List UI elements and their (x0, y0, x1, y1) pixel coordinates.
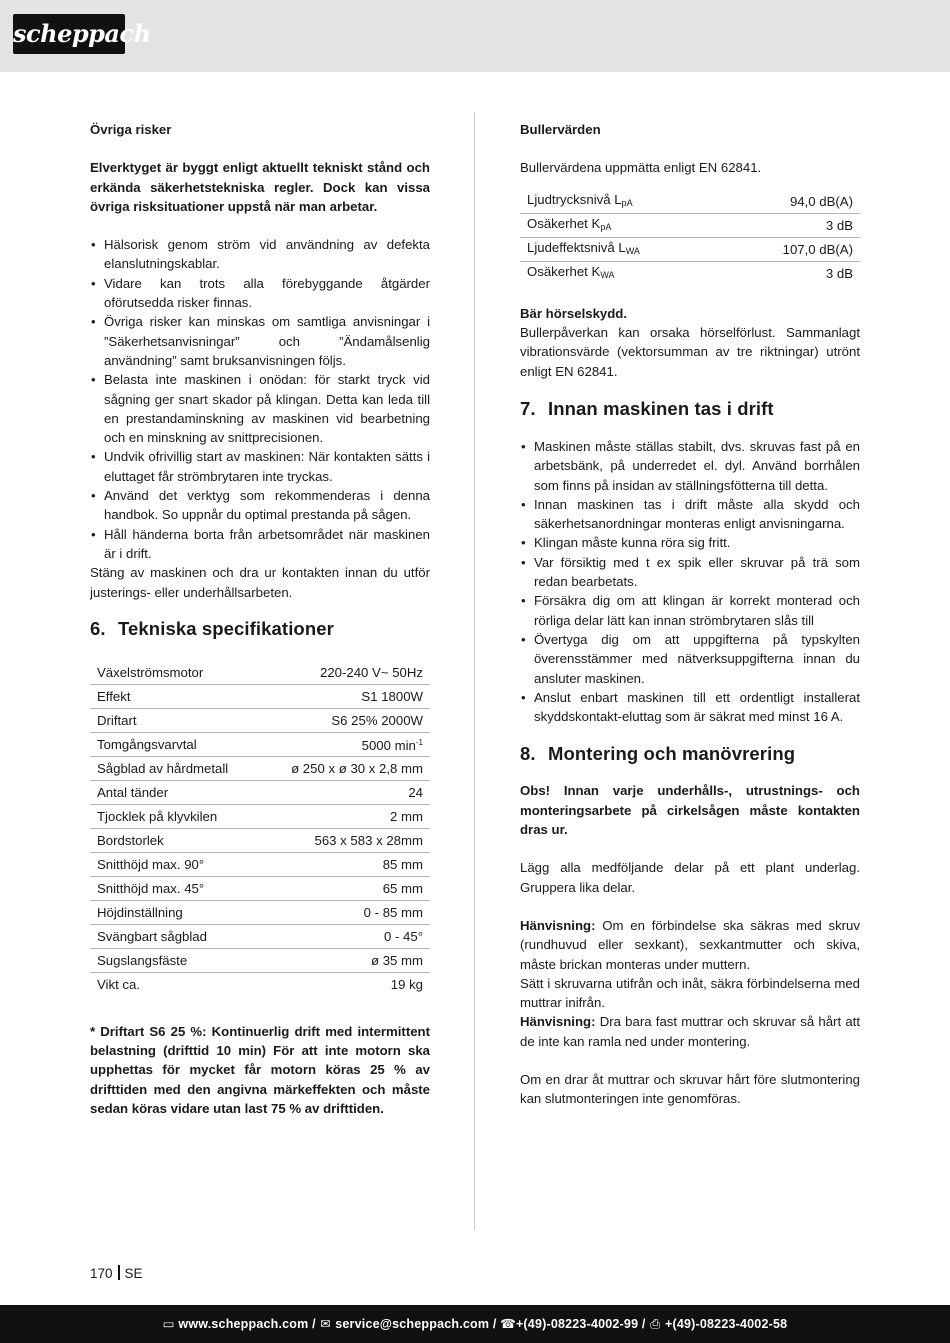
spec-label: Tjocklek på klyvkilen (90, 804, 259, 828)
table-row (90, 732, 430, 756)
footer-email-link[interactable]: service@scheppach.com (335, 1317, 490, 1331)
scheppach-logo: scheppach (13, 14, 125, 54)
footer-bar (0, 1305, 950, 1343)
list-item: • Anslut enbart maskinen till ett ordentligt installerat skyddskontakt-eluttag som är säkrat med minst 16 A. (520, 688, 860, 727)
table-row (90, 780, 430, 804)
satt-text: Sätt i skruvarna utifrån och inåt, säkra förbindelserna med muttrar inifrån. (520, 975, 860, 1011)
spec-label: Snitthöjd max. 90° (90, 852, 259, 876)
section-title: Innan maskinen tas i drift (548, 397, 774, 419)
spec-value: 0 - 45° (259, 924, 430, 948)
spec-value (259, 732, 430, 756)
buller-intro: Bullervärdena uppmätta enligt EN 62841. (520, 160, 762, 176)
noise-label (520, 238, 724, 262)
spec-value: 65 mm (259, 876, 430, 900)
noise-value: 94,0 dB(A) (724, 190, 860, 214)
noise-label-sub: pA (621, 197, 633, 208)
page-separator (118, 1265, 120, 1280)
spec-value: ø 250 x ø 30 x 2,8 mm (259, 756, 430, 780)
list-item: • Innan maskinen tas i drift måste alla skydd och säkerhetsanordningar monteras enligt anvisningarna. (520, 495, 860, 534)
noise-value: 3 dB (825, 266, 853, 282)
mail-icon: ✉ (320, 1317, 331, 1331)
spec-label: Driftart (90, 708, 259, 732)
table-row (520, 262, 860, 286)
spec-label: Vikt ca. (97, 976, 141, 992)
noise-value: 107,0 dB(A) (724, 238, 860, 262)
page-language: SE (124, 1266, 143, 1281)
section-7-heading (520, 397, 860, 421)
obs-warning: Obs! Innan varje underhålls-, utrustnings- och monteringsarbete på cirkelsågen måste kontakten dras ur. (520, 783, 860, 838)
noise-label-text: Osäkerhet K (527, 215, 601, 231)
footer-separator: / (312, 1317, 316, 1331)
spec-value: 2 mm (259, 804, 430, 828)
section-number: 6. (90, 617, 106, 639)
hanvisning-1 (520, 916, 860, 974)
table-row (90, 972, 430, 996)
noise-label (520, 262, 724, 286)
table-row (90, 852, 430, 876)
section-8-heading (520, 742, 860, 766)
section-title: Tekniska specifikationer (118, 617, 334, 639)
spec-value-text: 5000 min (361, 738, 416, 754)
phone-icon: ☎ (500, 1317, 517, 1331)
table-row (90, 804, 430, 828)
list-item: • Använd det verktyg som rekommenderas i denna handbok. So uppnår du optimal prestanda på sågen. (90, 486, 430, 525)
list-item: • Försäkra dig om att klingan är korrekt monterad och rörliga delar lätt kan innan strömbrytaren slås till (520, 591, 860, 630)
noise-label (520, 213, 724, 237)
table-row (90, 924, 430, 948)
spec-value-sup: -1 (415, 738, 423, 748)
spec-table (90, 661, 430, 996)
table-row (520, 238, 860, 262)
section-6-heading (90, 617, 430, 641)
list-item: • Övriga risker kan minskas om samtliga anvisningar i ”Säkerhetsanvisningar” och ”Ändamålsenlig användning” samt bruksanvisningen följs. (90, 312, 430, 370)
spec-label: Växelströmsmotor (90, 661, 259, 685)
noise-value: 3 dB (724, 213, 860, 237)
closing-text: Stäng av maskinen och dra ur kontakten innan du utför justerings- eller underhållsarbeten. (90, 565, 430, 600)
noise-table (520, 190, 860, 286)
spec-value: 85 mm (259, 852, 430, 876)
table-row (90, 756, 430, 780)
list-item: • Maskinen måste ställas stabilt, dvs. skruvas fast på en arbetsbänk, på underredet el. dyl. Använd borrhålen som finns på insidan av ställningsfötterna till detta. (520, 437, 860, 495)
spec-value: 220-240 V~ 50Hz (259, 661, 430, 685)
list-item: • Undvik ofrivillig start av maskinen: När kontakten sätts i eluttaget får strömbrytaren inte tryckas. (90, 447, 430, 486)
risk-list (90, 235, 430, 563)
section-number: 8. (520, 743, 536, 765)
buller-heading: Bullervärden (520, 122, 601, 137)
footer-separator: / (641, 1317, 646, 1331)
spec-label: Bordstorlek (90, 828, 259, 852)
ovriga-intro: Elverktyget är byggt enligt aktuellt tekniskt stånd och erkända säkerhetstekniska regler. Dock kan vissa övriga risksituationer uppstå när man arbetar. (90, 160, 430, 214)
noise-label-sub: WA (600, 270, 615, 281)
table-row (90, 661, 430, 685)
table-row (520, 190, 860, 214)
table-row (90, 684, 430, 708)
startup-list (520, 437, 860, 726)
spec-value: 563 x 583 x 28mm (259, 828, 430, 852)
hearing-text: Bullerpåverkan kan orsaka hörselförlust. Sammanlagt vibrationsvärde (vektorsumman av tre riktningar) utrönt enligt EN 62841. (520, 325, 860, 379)
spec-label: Antal tänder (90, 780, 259, 804)
list-item: • Belasta inte maskinen i onödan: för starkt tryck vid sågning ger snart skador på klingan. Detta kan leda till en prestandaminskning av maskinen vid bearbetning och en minskning av snittprecisionen. (90, 370, 430, 447)
page-number-value: 170 (90, 1266, 113, 1281)
spec-value: ø 35 mm (259, 948, 430, 972)
table-row (90, 948, 430, 972)
left-column (90, 120, 430, 1118)
list-item: • Var försiktig med t ex spik eller skruvar på trä som redan bearbetats. (520, 553, 860, 592)
spec-label: Sågblad av hårdmetall (90, 756, 259, 780)
noise-label-text: Ljudtrycksnivå L (527, 191, 622, 207)
spec-label: Snitthöjd max. 45° (90, 876, 259, 900)
spec-label: Tomgångsvarvtal (90, 732, 259, 756)
hanvisning-2 (520, 1012, 860, 1051)
noise-label-text: Ljudeffektsnivå L (527, 240, 626, 256)
table-row (90, 708, 430, 732)
ovriga-heading: Övriga risker (90, 122, 172, 137)
noise-label-text: Osäkerhet K (527, 264, 601, 280)
column-divider (474, 112, 475, 1230)
table-row (90, 876, 430, 900)
table-row (90, 900, 430, 924)
table-row (520, 213, 860, 237)
list-item: • Vidare kan trots alla förebyggande åtgärder oförutsedda risker finnas. (90, 274, 430, 313)
spec-value: S6 25% 2000W (259, 708, 430, 732)
footer-phone: +(49)-08223-4002-99 (515, 1317, 639, 1331)
hearing-protection: Bär hörselskydd. (520, 305, 628, 321)
spec-label: Svängbart sågblad (90, 924, 259, 948)
driftart-note: * Driftart S6 25 %: Kontinuerlig drift med intermittent belastning (drifttid 10 min) För att inte motorn ska upphettas för mycket får motorn köras 25 % av drifttiden med den angivna märkeffekten och måste sedan köras vidare utan last 75 % av drifttiden. (90, 1023, 430, 1117)
hanvisning-text: Dra bara fast muttrar och skruvar så hårt att de inte kan ramla ned under montering. (520, 1014, 860, 1049)
list-item: • Klingan måste kunna röra sig fritt. (520, 533, 860, 552)
list-item: • Övertyga dig om att uppgifterna på typskylten överensstämmer med nätverksuppgifterna innan du ansluter maskinen. (520, 630, 860, 688)
section-number: 7. (520, 397, 536, 419)
noise-label-sub: WA (625, 246, 640, 257)
lagg-text: Lägg alla medföljande delar på ett plant underlag. Gruppera lika delar. (520, 860, 860, 895)
spec-label: Höjdinställning (90, 900, 259, 924)
list-item: • Håll händerna borta från arbetsområdet när maskinen är i drift. (90, 525, 430, 564)
spec-value: 24 (259, 780, 430, 804)
spec-value: 0 - 85 mm (259, 900, 430, 924)
list-item: • Hälsorisk genom ström vid användning av defekta elanslutningskablar. (90, 235, 430, 274)
section-title: Montering och manövrering (548, 743, 796, 765)
footer-fax: +(49)-08223-4002-58 (664, 1317, 788, 1331)
page-number (90, 1264, 143, 1284)
fax-icon: ⎙ (650, 1317, 661, 1331)
right-column (520, 120, 860, 1109)
om-text: Om en drar åt muttrar och skruvar hårt före slutmontering kan slutmonteringen inte genomföras. (520, 1071, 860, 1107)
header-bar (0, 0, 950, 72)
table-row (90, 828, 430, 852)
noise-label-sub: pA (600, 221, 612, 232)
spec-value: 19 kg (390, 976, 423, 992)
footer-separator: / (492, 1317, 497, 1331)
hanvisning-label: Hänvisning: (520, 917, 596, 933)
hanvisning-label: Hänvisning: (520, 1014, 596, 1030)
hanvisning-text: Om en förbindelse ska säkras med skruv (rundhuvud eller sexkant), sexkantmutter och skiva, måste brickan monteras under muttern. (520, 917, 860, 972)
noise-label (520, 190, 724, 214)
computer-icon: ▭ (162, 1317, 175, 1331)
spec-label: Effekt (90, 684, 259, 708)
spec-label: Sugslangsfäste (90, 948, 259, 972)
footer-web-link[interactable]: www.scheppach.com (178, 1317, 309, 1331)
spec-value: S1 1800W (259, 684, 430, 708)
